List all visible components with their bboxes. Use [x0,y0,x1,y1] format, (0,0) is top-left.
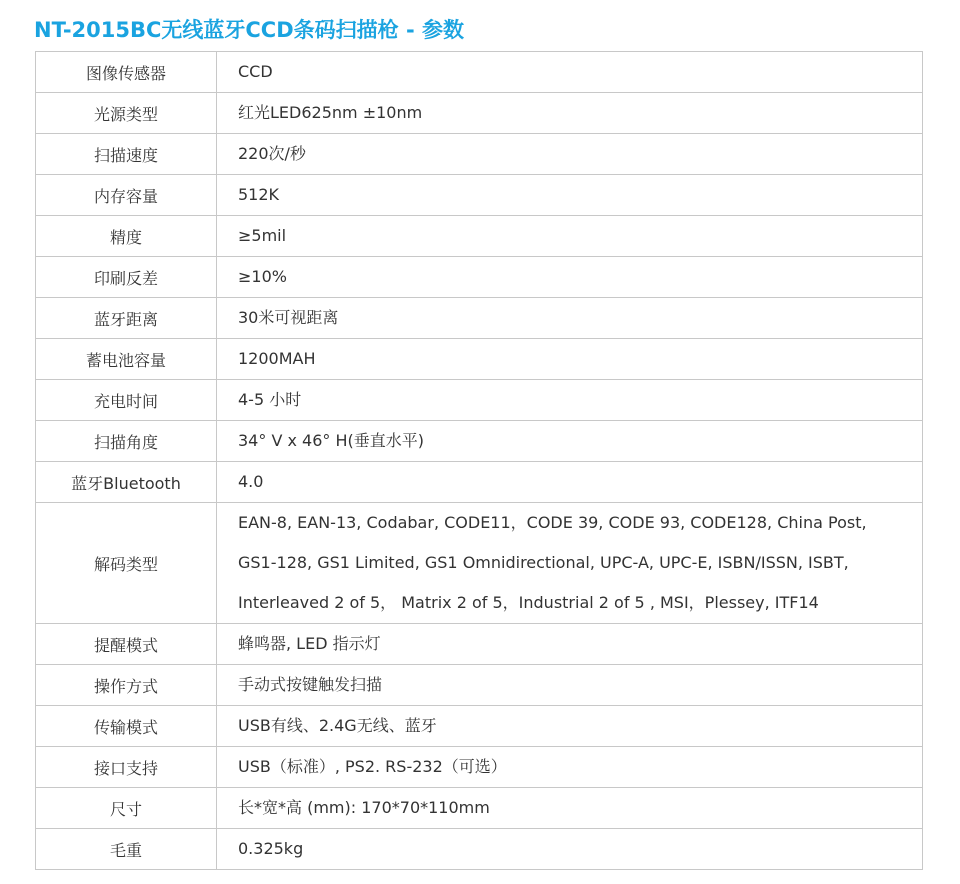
spec-label: 蓄电池容量 [36,339,217,380]
spec-value [217,503,923,624]
spec-row [36,134,923,175]
spec-value [217,93,923,134]
spec-label: 接口支持 [36,747,217,788]
spec-row [36,175,923,216]
spec-value-line: CCD [238,62,273,81]
spec-value [217,747,923,788]
spec-value-line: 4.0 [238,472,264,491]
spec-value-line: 长*宽*高 (mm): 170*70*110mm [238,798,490,817]
spec-row [36,503,923,624]
spec-label: 传输模式 [36,706,217,747]
spec-row [36,216,923,257]
spec-value-line: 34° V x 46° H(垂直水平) [238,431,424,450]
spec-label: 光源类型 [36,93,217,134]
spec-value [217,624,923,665]
spec-value-line: Interleaved 2 of 5， Matrix 2 of 5，Industrial 2 of 5 , MSI，Plessey, ITF14 [238,593,819,612]
spec-value-line: 手动式按键触发扫描 [238,675,383,694]
spec-value [217,421,923,462]
spec-value [217,665,923,706]
spec-value [217,52,923,93]
spec-value-line: ≥5mil [238,226,287,245]
spec-label: 蓝牙Bluetooth [36,462,217,503]
spec-value-line: 220次/秒 [238,144,306,163]
spec-row [36,747,923,788]
spec-label: 印刷反差 [36,257,217,298]
spec-value [217,339,923,380]
spec-value [217,134,923,175]
spec-value [217,706,923,747]
spec-row [36,462,923,503]
spec-row [36,52,923,93]
spec-value-line: 0.325kg [238,839,304,858]
spec-value-line: 1200MAH [238,349,316,368]
page-title: NT-2015BC无线蓝牙CCD条码扫描枪 - 参数 [34,18,464,42]
spec-label: 精度 [36,216,217,257]
spec-label: 提醒模式 [36,624,217,665]
spec-label: 内存容量 [36,175,217,216]
spec-label: 毛重 [36,829,217,870]
spec-row [36,421,923,462]
spec-row [36,829,923,870]
spec-value-line: GS1-128, GS1 Limited, GS1 Omnidirectional, UPC-A, UPC-E, ISBN/ISSN, ISBT, [238,553,849,572]
spec-value [217,298,923,339]
spec-label: 扫描角度 [36,421,217,462]
spec-value-line: USB（标准）, PS2. RS-232（可选） [238,757,507,776]
spec-value [217,257,923,298]
spec-value-line: 30米可视距离 [238,308,339,327]
spec-label: 解码类型 [36,503,217,624]
spec-row [36,665,923,706]
spec-value [217,216,923,257]
spec-value-line: EAN-8, EAN-13, Codabar, CODE11，CODE 39, CODE 93, CODE128, China Post, [238,513,867,532]
spec-value [217,462,923,503]
spec-value-line: 蜂鸣器, LED 指示灯 [238,634,381,653]
spec-row [36,788,923,829]
spec-label: 操作方式 [36,665,217,706]
spec-label: 图像传感器 [36,52,217,93]
spec-row [36,624,923,665]
spec-value-line: ≥10% [238,267,287,286]
spec-table [35,51,923,870]
spec-value [217,788,923,829]
spec-row [36,298,923,339]
spec-row [36,93,923,134]
spec-label: 蓝牙距离 [36,298,217,339]
spec-label: 尺寸 [36,788,217,829]
spec-value-line: 红光LED625nm ±10nm [238,103,423,122]
spec-table-body [36,52,923,870]
spec-value [217,175,923,216]
spec-value [217,829,923,870]
spec-label: 扫描速度 [36,134,217,175]
spec-row [36,339,923,380]
spec-value-line: 4-5 小时 [238,390,302,409]
spec-row [36,380,923,421]
spec-value-line: 512K [238,185,280,204]
spec-row [36,257,923,298]
spec-label: 充电时间 [36,380,217,421]
spec-value [217,380,923,421]
spec-row [36,706,923,747]
spec-value-line: USB有线、2.4G无线、蓝牙 [238,716,437,735]
